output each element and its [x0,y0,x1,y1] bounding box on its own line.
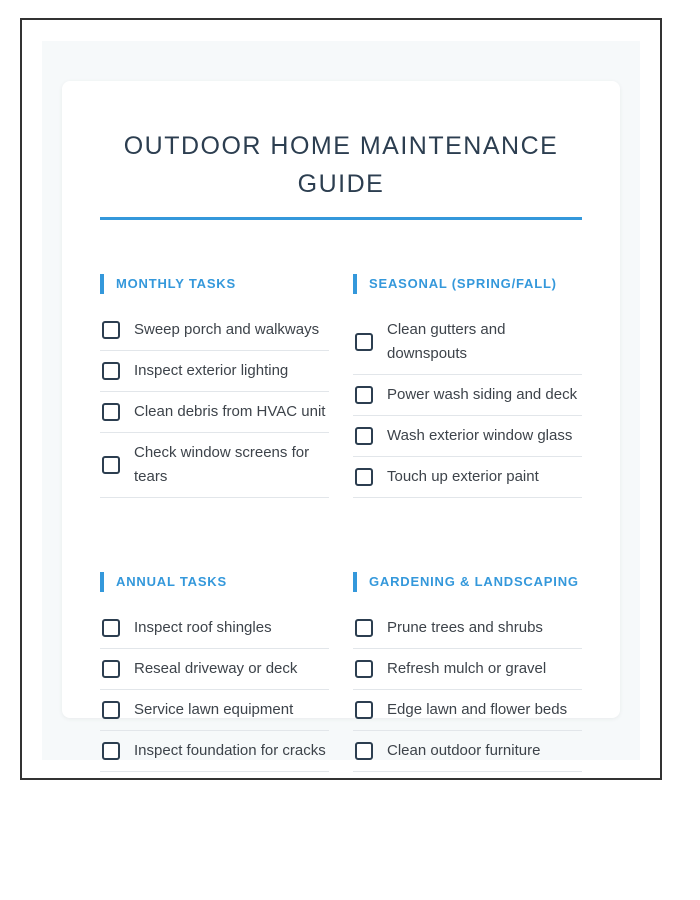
section-items [100,310,329,498]
checkbox[interactable] [355,427,373,445]
checkbox[interactable] [355,468,373,486]
checklist-item [353,375,582,416]
checklist-item [100,690,329,731]
checklist-item [100,731,329,772]
checklist-item-label: Service lawn equipment [134,701,294,718]
checklist-grid [100,274,582,772]
checkbox[interactable] [102,619,120,637]
checklist-item [353,310,582,375]
checklist-item-label: Inspect roof shingles [134,619,272,636]
checkbox[interactable] [102,660,120,678]
checklist-item-label: Sweep porch and walkways [134,321,320,338]
checkbox[interactable] [102,362,120,380]
section-items [353,310,582,498]
section-title: GARDENING & LANDSCAPING [353,572,582,592]
checklist-card [62,81,620,759]
checklist-item [353,731,582,772]
checklist-item-label: Prune trees and shrubs [387,619,543,636]
checklist-item [353,649,582,690]
page-title: OUTDOOR HOME MAINTENANCE GUIDE [123,132,559,198]
checkbox[interactable] [355,660,373,678]
section-title: SEASONAL (SPRING/FALL) [353,274,582,294]
checkbox[interactable] [102,456,120,474]
checklist-item-label: Wash exterior window glass [387,427,573,444]
checklist-item [100,649,329,690]
checkbox[interactable] [355,386,373,404]
content-background [42,41,640,760]
page-frame [20,18,662,780]
checklist-item [353,608,582,649]
checkbox[interactable] [102,321,120,339]
checklist-item-label: Reseal driveway or deck [134,660,298,677]
checkbox[interactable] [102,701,120,719]
card-content [62,81,620,772]
title-divider [100,217,582,220]
checklist-item-label: Inspect exterior lighting [134,362,289,379]
checkbox[interactable] [355,333,373,351]
section-title: MONTHLY TASKS [100,274,329,294]
checklist-item-label: Clean gutters and downspouts [387,321,506,362]
checklist-item [100,433,329,498]
checklist-item-label: Inspect foundation for cracks [134,742,326,759]
checkbox[interactable] [102,403,120,421]
checklist-item [353,457,582,498]
checklist-item [353,690,582,731]
checklist-item-label: Check window screens for tears [134,444,310,485]
checklist-section [353,572,582,772]
checklist-section [100,572,329,772]
checklist-item-label: Refresh mulch or gravel [387,660,547,677]
checkbox[interactable] [102,742,120,760]
checklist-item [100,351,329,392]
section-items [100,608,329,772]
checklist-item-label: Clean debris from HVAC unit [134,403,326,420]
checklist-item-label: Edge lawn and flower beds [387,701,568,718]
section-items [353,608,582,772]
section-title: ANNUAL TASKS [100,572,329,592]
checklist-item-label: Clean outdoor furniture [387,742,541,759]
checklist-item-label: Touch up exterior paint [387,468,539,485]
checklist-item [100,310,329,351]
checkbox[interactable] [355,742,373,760]
checklist-item-label: Power wash siding and deck [387,386,578,403]
checklist-item [100,392,329,433]
checklist-section [100,274,329,498]
checkbox[interactable] [355,619,373,637]
checklist-item [353,416,582,457]
checklist-item [100,608,329,649]
checkbox[interactable] [355,701,373,719]
checklist-section [353,274,582,498]
